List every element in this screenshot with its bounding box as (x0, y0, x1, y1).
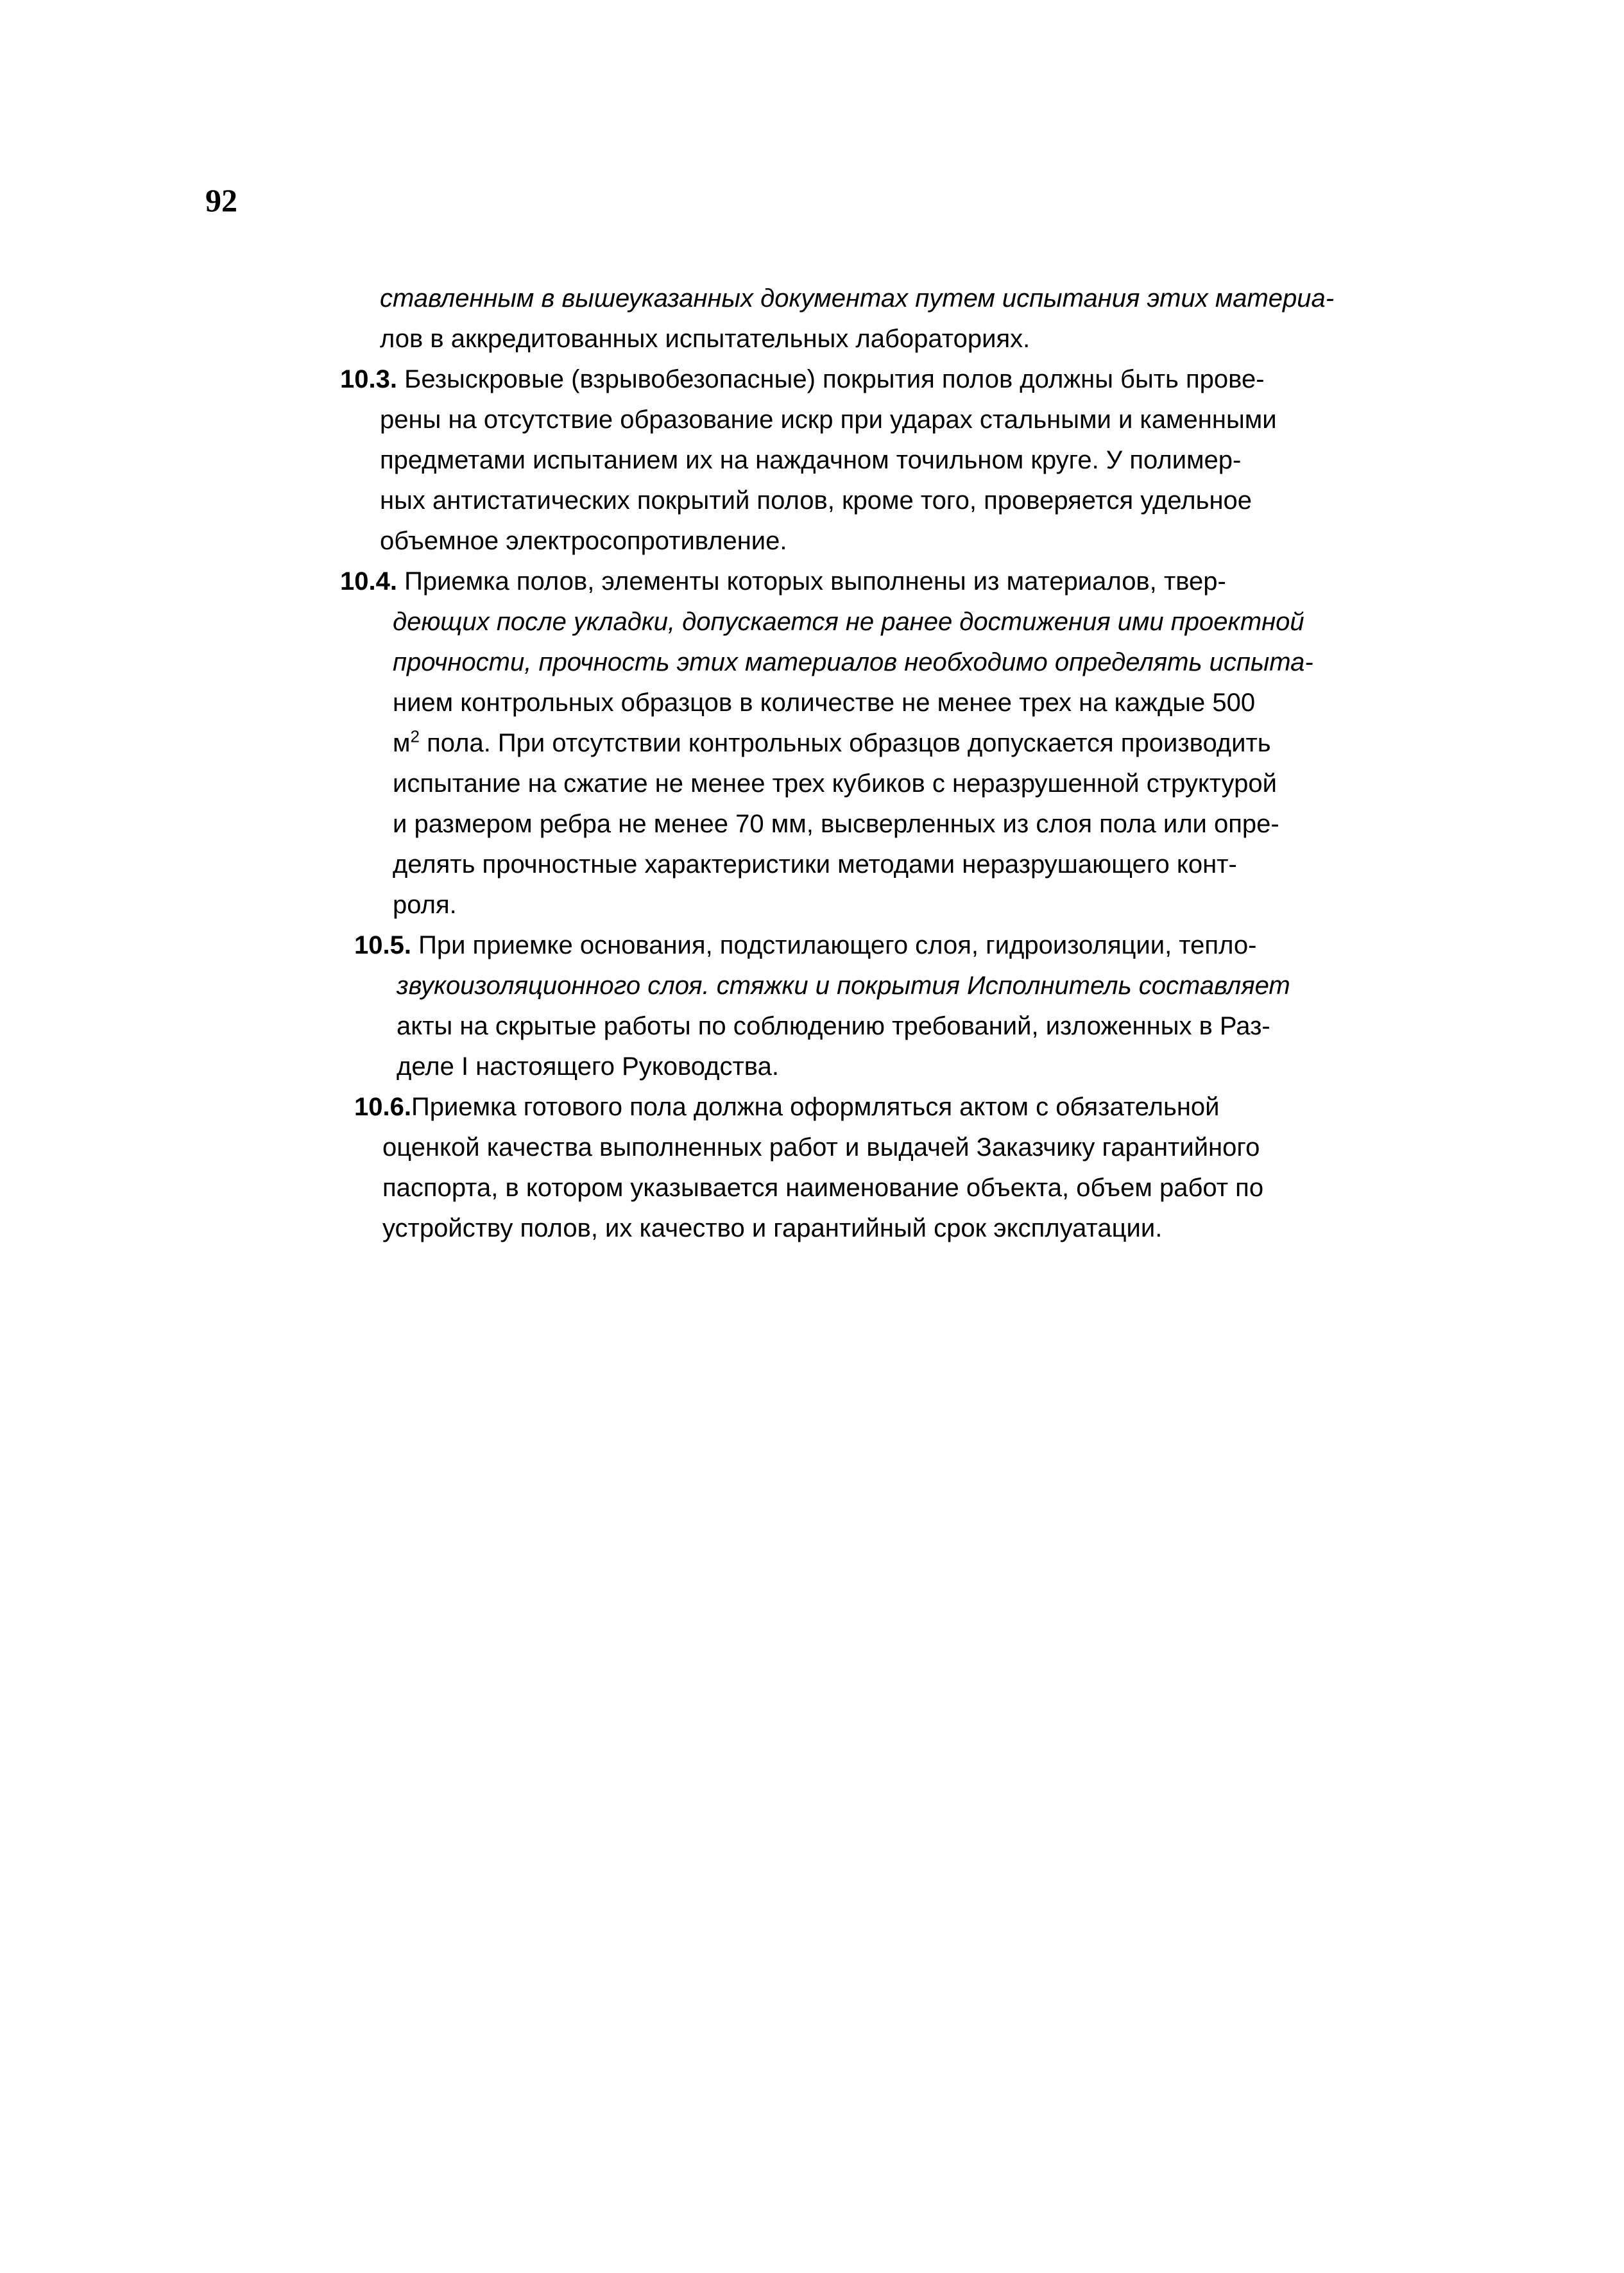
text-line: оценкой качества выполненных работ и выдачей Заказчику гарантийного (382, 1133, 1260, 1162)
text-line: лов в аккредитованных испытательных лабораториях. (380, 325, 1030, 353)
text-line: испытание на сжатие не менее трех кубиков с неразрушенной структурой (393, 769, 1277, 798)
text-line: предметами испытанием их на наждачном точильном круге. У полимер- (380, 446, 1242, 474)
section-10-5 (340, 925, 1303, 1087)
text-line: При приемке основания, подстилающего слоя, гидроизоляции, тепло- (411, 931, 1257, 959)
section-number: 10.4. (340, 567, 397, 596)
text-line: акты на скрытые работы по соблюдению требований, изложенных в Раз- (397, 1012, 1270, 1040)
text-line: Безыскровые (взрывобезопасные) покрытия полов должны быть прове- (397, 365, 1265, 393)
text-line: объемное электросопротивление. (380, 527, 787, 555)
section-number: 10.6. (354, 1093, 411, 1121)
text-line: и размером ребра не менее 70 мм, высверленных из слоя пола или опре- (393, 810, 1279, 838)
section-10-4 (340, 562, 1313, 925)
text-line: роля. (393, 891, 457, 919)
intro-paragraph (340, 279, 1335, 359)
text-line: деющих после укладки, допускается не ранее достижения ими проектной (393, 608, 1304, 636)
section-10-3 (340, 359, 1303, 562)
text-line: ставленным в вышеуказанных документах путем испытания этих материа- (380, 284, 1335, 313)
text-line: нием контрольных образцов в количестве не менее трех на каждые 500 (393, 689, 1256, 717)
section-number: 10.3. (340, 365, 397, 393)
section-number: 10.5. (354, 931, 411, 959)
text-line: устройству полов, их качество и гарантийный срок эксплуатации. (382, 1214, 1163, 1242)
text-line: звукоизоляционного слоя. стяжки и покрытия Исполнитель составляет (397, 972, 1290, 1000)
text-line: пола. При отсутствии контрольных образцов допускается производить (419, 729, 1271, 757)
page-number: 92 (205, 182, 237, 218)
text-line: Приемка готового пола должна оформляться актом с обязательной (411, 1093, 1220, 1121)
text-line: деле I настоящего Руководства. (397, 1052, 779, 1081)
document-body (340, 279, 1335, 1249)
text-line: прочности, прочность этих материалов необходимо определять испыта- (393, 648, 1313, 676)
superscript: 2 (410, 726, 420, 746)
unit-text: м (393, 729, 411, 757)
text-line: рены на отсутствие образование искр при ударах стальными и каменными (380, 406, 1277, 434)
text-line: делять прочностные характеристики методами неразрушающего конт- (393, 850, 1237, 879)
text-line: ных антистатических покрытий полов, кроме того, проверяется удельное (380, 486, 1252, 515)
text-line: паспорта, в котором указывается наименование объекта, объем работ по (382, 1174, 1264, 1202)
text-line: Приемка полов, элементы которых выполнены из материалов, твер- (397, 567, 1226, 596)
section-10-6 (340, 1087, 1303, 1249)
